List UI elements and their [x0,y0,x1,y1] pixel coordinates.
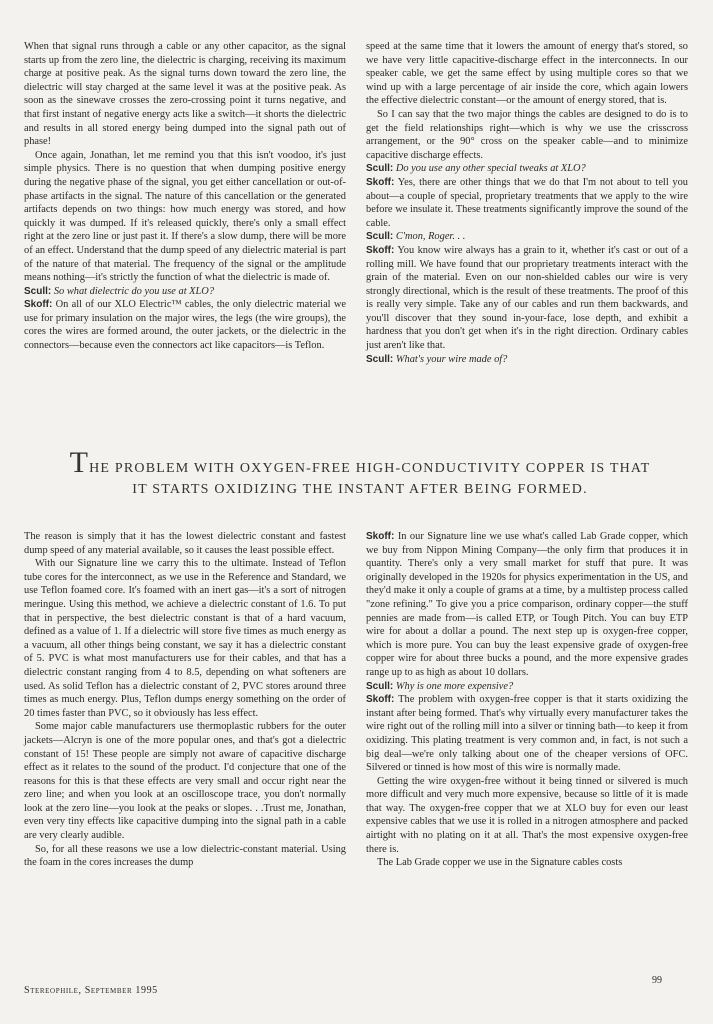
answer-text: The problem with oxygen-free copper is that it starts oxidizing the instant after being formed. That's why virtually every manufacturer takes the wire right out of the rolling mill into a silver or tinning bath—to keep it from oxidizing. This plating treatment is very common and, in fact, is not such a big deal—we're only talking about one of the cheaper versions of OFC. Silvered or tinned is how most of this wire is normally made. [366,694,688,774]
column-bottom-right [366,530,688,870]
qa-entry [366,244,688,353]
paragraph: The Lab Grade copper we use in the Signature cables costs [377,857,623,869]
question-text: What's your wire made of? [395,353,508,365]
pull-quote [40,446,680,500]
footer-publication: Stereophile, September 1995 [24,985,158,996]
qa-entry [366,162,688,176]
question-text: C'mon, Roger. . . [395,231,466,243]
qa-entry [366,693,688,775]
speaker-label: Skoff: [366,244,395,256]
answer-text: In our Signature line we use what's called Lab Grade copper, which we buy from Nippon Mining Company—the only firm that produces it in quantity. There's only a very small market for stuff that pure. It was originally developed in the 1920s for physics experimentation in the US, and they'd make it only a couple of grams at a time, by a multistep process called "zone refining." To give you a price comparison, ordinary copper—the stuff pennies are made from—is called ETP, or Tough Pitch. You can buy ETP wire for about a dollar a pound. The next step up is oxygen-free copper, which is more pure. You can buy the least expensive grade of oxygen-free copper wire for about three bucks a pound, and the more expensive grades range up to as high as about 10 dollars. [366,531,689,678]
paragraph: speed at the same time that it lowers the amount of energy that's stored, so we have very little capacitive-discharge effect in the interconnects. In our speaker cable, we get the same effect by using multiple cores so that we wind up with a large percentage of air inside the core, which again lowers the effective dielectric constant—or the amount of energy stored, that is. [366,41,688,107]
speaker-label: Scull: [24,285,52,297]
speaker-label: Scull: [366,353,394,365]
paragraph: With our Signature line we carry this to the ultimate. Instead of Teflon tube cores for the interconnect, as we use in the Reference and Standard, we use Teflon foamed core. It's foamed with an inert gas—it's a sort of nitrogen meringue. Using this method, we achieve a dielectric constant of 1.6. To put that in perspective, the best dielectric constant is that of a hard vacuum, defined as a value of 1. If a dielectric will store five times as much energy as a vacuum, all other things being constant, we say it has a dielectric constant of 5. PVC is what most manufacturers use for their cables, and that has a dielectric constant ranging from 4 to 8.5, depending on what softeners are used. As solid Teflon has a dielectric constant of 2, PVC stores around three times as much energy. Plus, Teflon dumps energy something on the order of 20 times faster than PVC, so it obviously has less effect. [24,558,346,719]
page-number: 99 [652,975,662,986]
speaker-label: Skoff: [366,694,395,706]
paragraph: The reason is simply that it has the lowest dielectric constant and fastest dump speed of any material available, so it causes the least possible effect. [24,531,346,556]
column-top-left [24,40,346,353]
drop-cap: T [69,446,90,479]
qa-entry [24,298,346,352]
pull-quote-text-1: HE PROBLEM WITH OXYGEN-FREE HIGH-CONDUCTIVITY COPPER IS THAT [89,461,651,476]
question-text: Why is one more expensive? [395,680,514,692]
speaker-label: Scull: [366,680,394,692]
answer-text: On all of our XLO Electric™ cables, the only dielectric material we use for primary insulation on the major wires, the legs (the wire groups), the cores the wires are formed around, the outer jackets, or the dielectric in the connectors—because even the connectors act like capacitors—is Teflon. [24,299,346,352]
qa-entry [366,353,688,367]
pull-quote-line-2: IT STARTS OXIDIZING THE INSTANT AFTER BEING FORMED. [132,482,588,497]
speaker-label: Scull: [366,163,394,175]
speaker-label: Scull: [366,231,394,243]
paragraph: So I can say that the two major things the cables are designed to do is to get the field relationships right—which is why we use the crisscross arrangement, or the 90° cross on the speaker cable—and to minimize capacitive discharge effects. [366,108,688,161]
speaker-label: Skoff: [24,299,53,311]
qa-entry [366,176,688,230]
column-top-right [366,40,688,366]
qa-entry [24,285,346,299]
speaker-label: Skoff: [366,176,395,188]
question-text: So what dielectric do you use at XLO? [53,285,215,297]
column-bottom-left [24,530,346,870]
qa-entry [366,230,688,244]
paragraph: Once again, Jonathan, let me remind you that this isn't voodoo, it's just simple physics. There is no question that when dumping positive energy during the negative phase of the signal, you get either cancellation or out-of-phase artifacts in the signal. The nature of this cancellation or the generated artifacts depends on two things: how much energy was stored, and how quickly it was dumped. If it's released quickly, there's only a small effect right at the zero line or just past it. If there's a slow dump, there will be more of an effect. Understand that the dump speed of any dielectric material is part of the nature of that material. The frequency of the signal or the amplitude means nothing—it's strictly the function of what the dielectric is made of. [24,149,346,284]
answer-text: Yes, there are other things that we do that I'm not about to tell you about—a couple of special, proprietary treatments that we apply to the wire before we insulate it. These treatments significantly improve the sound of the cable. [366,176,689,229]
qa-entry [366,680,688,694]
paragraph: Getting the wire oxygen-free without it being tinned or silvered is much more difficult and very much more expensive, because so little of it is made that way. The oxygen-free copper that we at XLO buy for even our least expensive cables that we use it is rolled in a nitrogen atmosphere and packed airtight with no plating on it at all. That's the most expensive oxygen-free there is. [366,775,688,855]
paragraph: So, for all these reasons we use a low dielectric-constant material. Using the foam in the cores increases the dump [24,843,346,869]
question-text: Do you use any other special tweaks at XLO? [395,163,586,175]
paragraph: When that signal runs through a cable or any other capacitor, as the signal starts up from the zero line, the dielectric is charging, receiving its maximum charge at positive peak. As the signal turns down toward the zero line, the dielectric will stay charged at the same level it was at the positive peak. As soon as the sinewave crosses the zero-crossing point it turns negative, and that first instant of negative energy acts like a switch—it shorts the dielectric and results in all stored energy being dumped into the signal path out of phase! [24,41,346,148]
answer-text: You know wire always has a grain to it, whether it's cast or out of a rolling mill. We have found that our proprietary treatments interact with the grain of the material. Even on our non-shielded cables our wire is very strongly directional, which is the result of these treatments. The proof of this is really very simple. Take any of our cables and run them backwards, and you'll discover that they sound in-your-face, lose depth, and exhibit a hardness that you don't get when it's in the right direction. Ordinary cables just aren't like that. [366,244,689,352]
pull-quote-line-1 [40,446,680,479]
paragraph: Some major cable manufacturers use thermoplastic rubbers for the outer jackets—Alcryn is one of the more popular ones, and that's got a dielectric constant of 15! These people are simply not aware of capacitive discharge effect as it relates to the sound of the product. I'd conjecture that one of the reasons for this is that these effects are very small and occur right near the zero line; and when you look at an oscilloscope trace, you don't normally look at the zero line—you look at the peaks or slopes. . .Trust me, Jonathan, even very tiny effects like capacitive dumping into the signal path in a cable are very clearly audible. [24,721,346,842]
qa-entry [366,530,688,680]
speaker-label: Skoff: [366,531,395,542]
